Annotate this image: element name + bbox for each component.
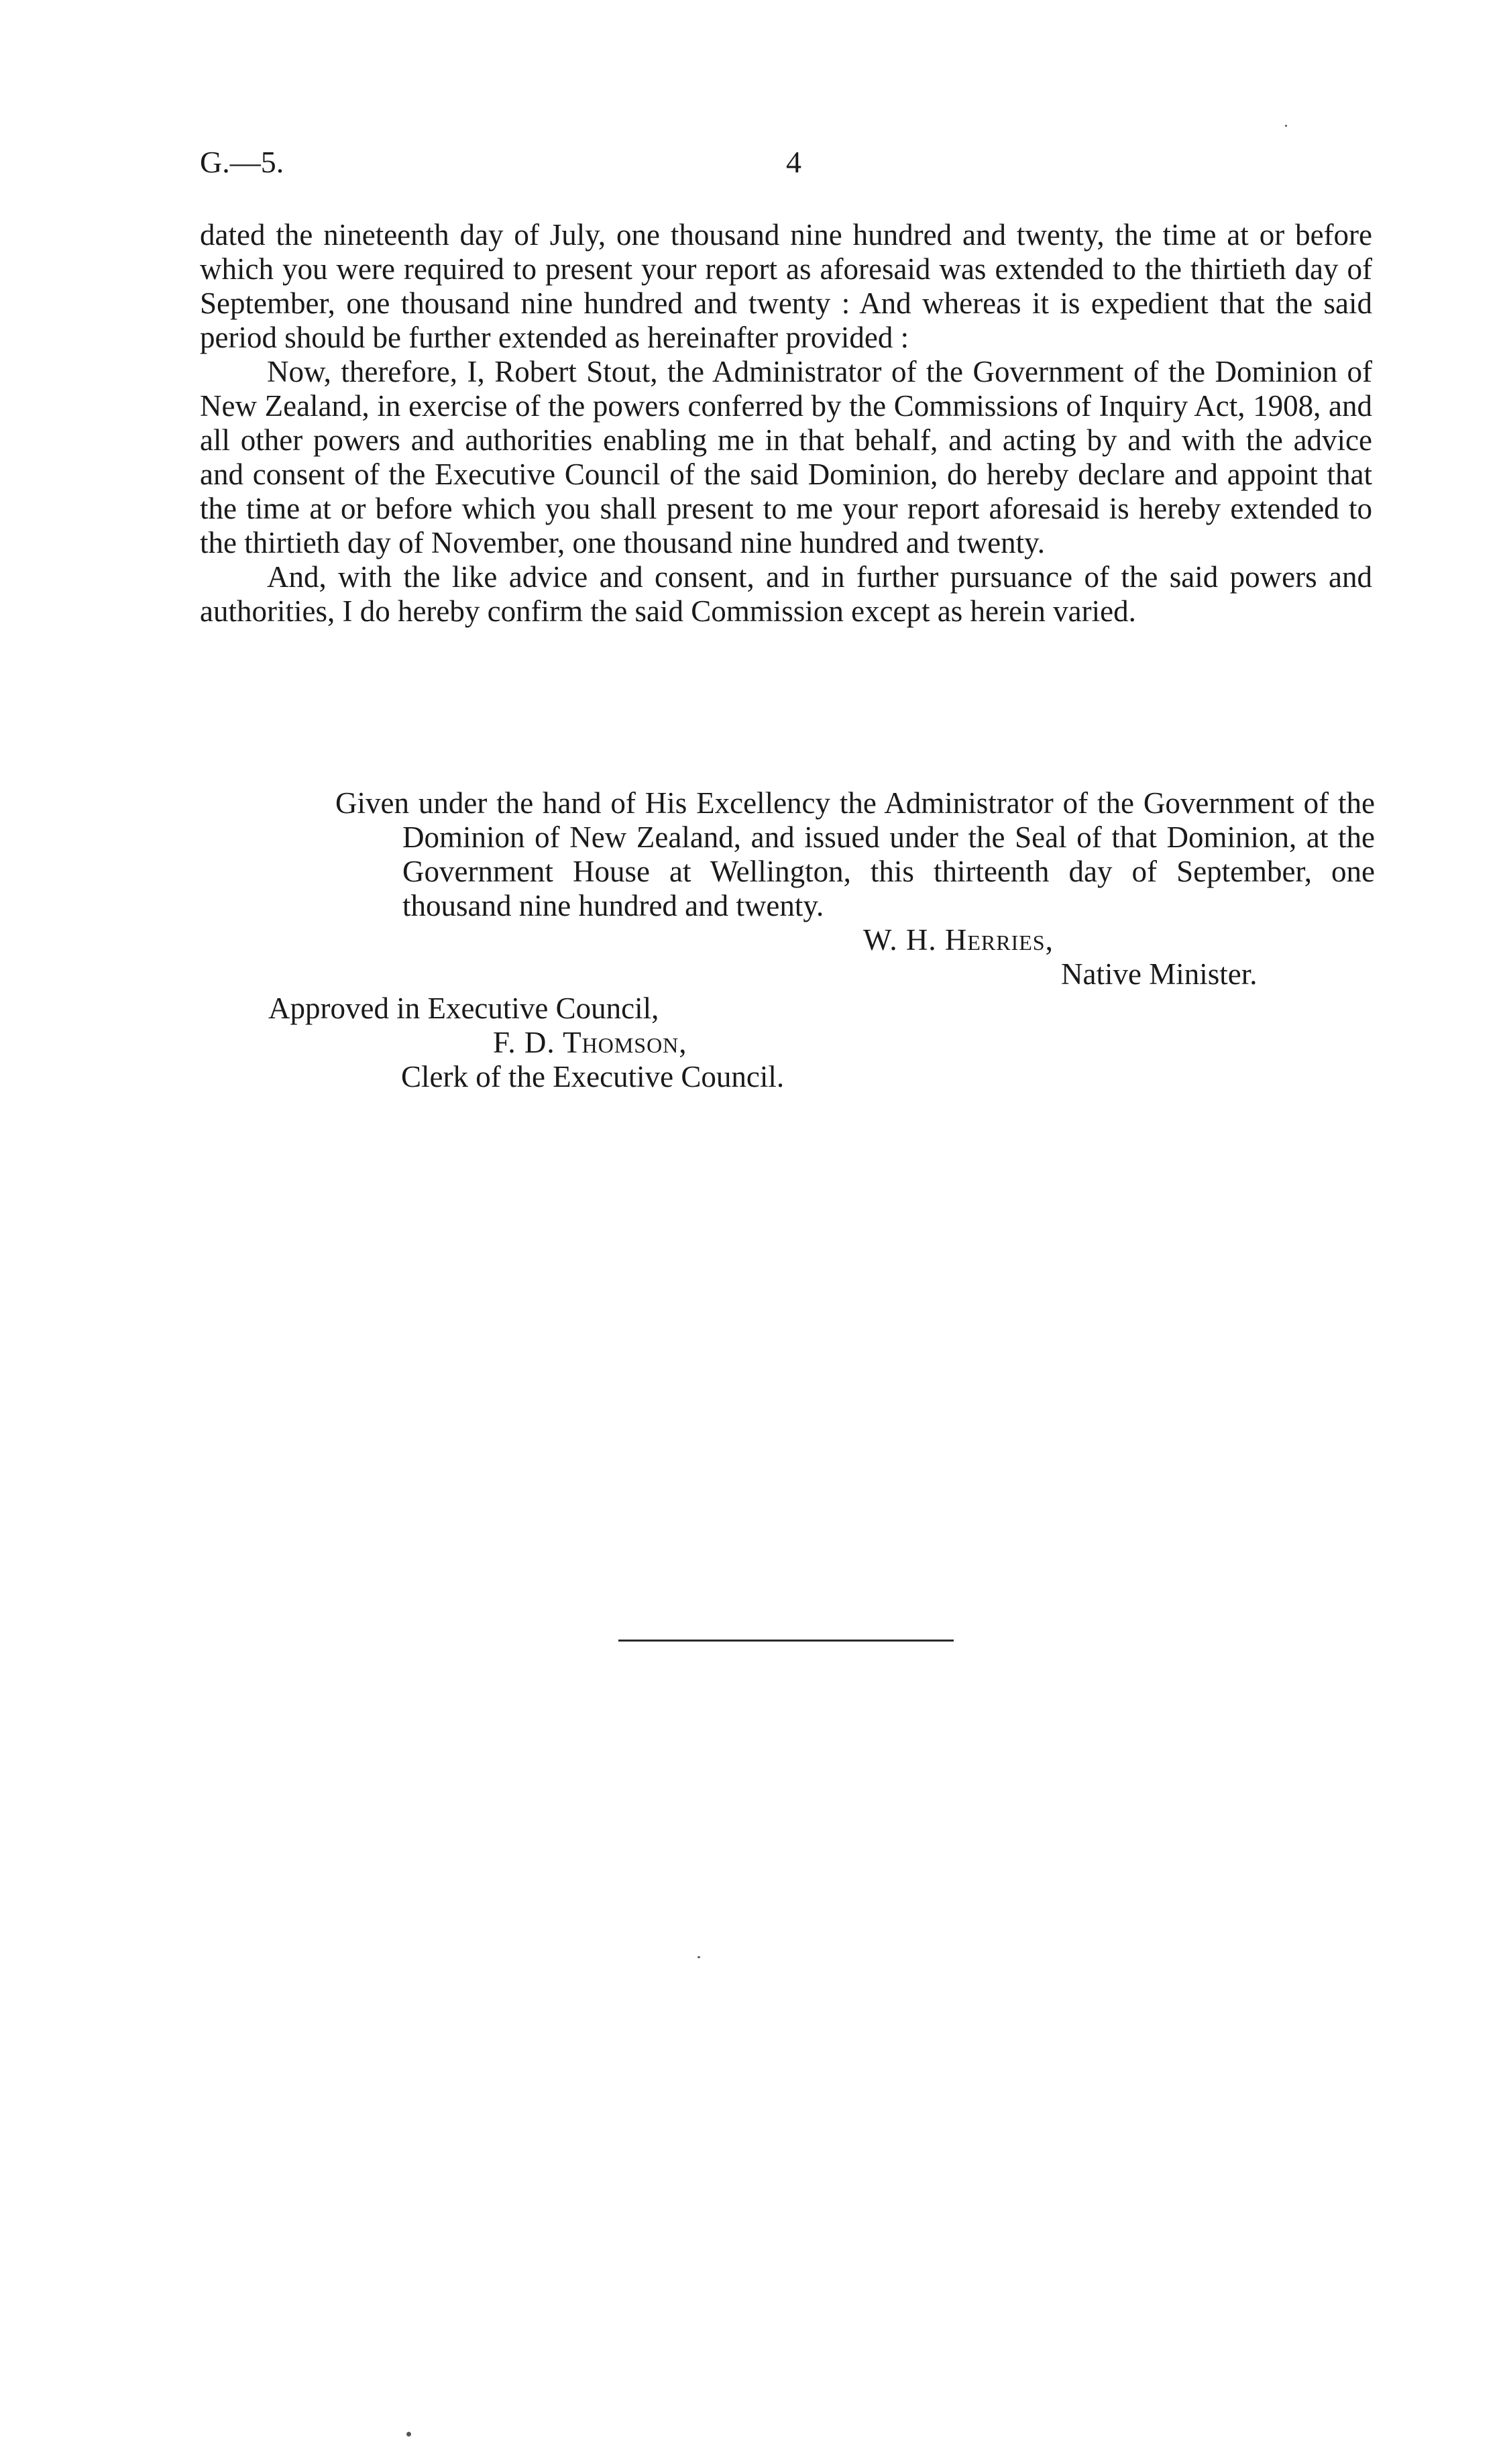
signatory-title: Native Minister. bbox=[1061, 957, 1258, 991]
approval-line: Approved in Executive Council, bbox=[268, 992, 659, 1025]
clerk-name: F. D. Thomson, bbox=[493, 1026, 687, 1059]
scan-speck bbox=[406, 2432, 411, 2436]
paragraph-continuation: dated the nineteenth day of July, one thousand nine hundred and twenty, the time at or before which you were required to present your report as aforesaid was extended to the thirtieth day of September, one thousand nine hundred and twenty : And whereas it is expedient that the said period should be further extended as hereinafter provided : bbox=[200, 218, 1372, 354]
page-number: 4 bbox=[786, 145, 801, 179]
document-body bbox=[200, 218, 1372, 629]
paragraph-now-therefore: Now, therefore, I, Robert Stout, the Administrator of the Government of the Dominion of New Zealand, in exercise of the powers conferred by the Commissions of Inquiry Act, 1908, and all other powers and authorities enabling me in that behalf, and acting by and with the advice and consent of the Executive Council of the said Dominion, do hereby declare and appoint that the time at or before which you shall present to me your report aforesaid is hereby extended to the thirtieth day of November, one thousand nine hundred and twenty. bbox=[200, 355, 1372, 559]
document-reference: G.—5. bbox=[200, 145, 284, 179]
paragraph-confirmation: And, with the like advice and consent, and in further pursuance of the said powers and authorities, I do hereby confirm the said Commission except as herein varied. bbox=[200, 560, 1372, 628]
scan-speck bbox=[698, 1956, 700, 1958]
scan-speck bbox=[1285, 125, 1287, 127]
clerk-title: Clerk of the Executive Council. bbox=[401, 1060, 785, 1093]
closing-rule bbox=[618, 1640, 954, 1642]
signatory-name: W. H. Herries, bbox=[863, 923, 1054, 957]
given-under-hand-clause: Given under the hand of His Excellency the Administrator of the Government of the Dominion of New Zealand, and issued under the Seal of that Dominion, at the Government House at Wellington, this thirteenth day of September, one thousand nine hundred and twenty. bbox=[335, 786, 1375, 922]
